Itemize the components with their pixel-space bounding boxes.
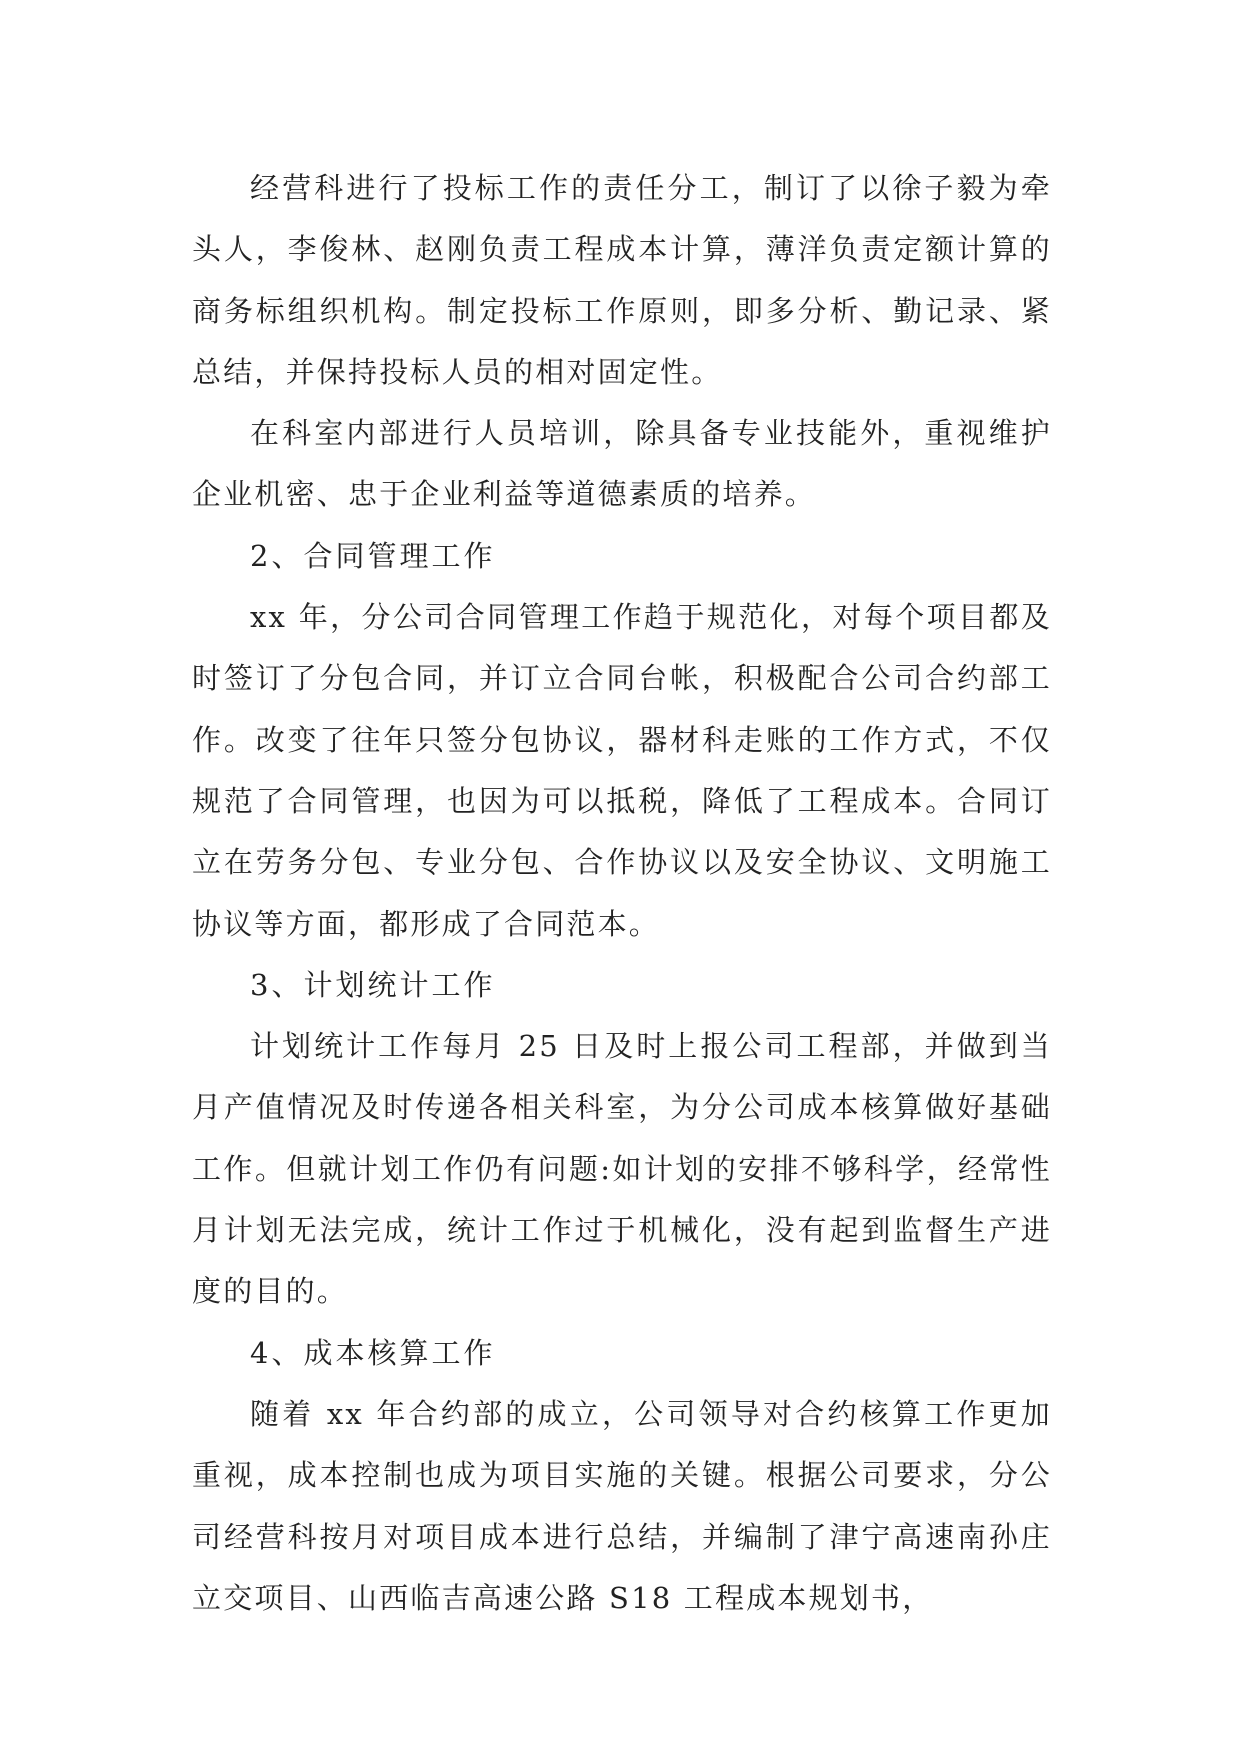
section-heading-cost-accounting: 4、成本核算工作: [250, 1335, 496, 1370]
paragraph-staff-training: 在科室内部进行人员培训，除具备专业技能外，重视维护企业机密、忠于企业利益等道德素质的培养。: [192, 416, 1052, 512]
paragraph-bidding-division: 经营科进行了投标工作的责任分工，制订了以徐子毅为牵头人，李俊林、赵刚负责工程成本计算，薄洋负责定额计算的商务标组织机构。制定投标工作原则，即多分析、勤记录、紧总结，并保持投标人员的相对固定性。: [192, 171, 1052, 389]
paragraph-contract-management: xx 年，分公司合同管理工作趋于规范化，对每个项目都及时签订了分包合同，并订立合同台帐，积极配合公司合约部工作。改变了往年只签分包协议，器材科走账的工作方式，不仅规范了合同管理，也因为可以抵税，降低了工程成本。合同订立在劳务分包、专业分包、合作协议以及安全协议、文明施工协议等方面，都形成了合同范本。: [192, 600, 1052, 941]
section-heading-contract-management: 2、合同管理工作: [250, 538, 496, 573]
paragraph-cost-accounting: 随着 xx 年合约部的成立，公司领导对合约核算工作更加重视，成本控制也成为项目实施的关键。根据公司要求，分公司经营科按月对项目成本进行总结，并编制了津宁高速南孙庄立交项目、山西临吉高速公路 S18 工程成本规划书，: [192, 1396, 1052, 1615]
document-body: [192, 158, 1052, 1629]
section-heading-planning-statistics: 3、计划统计工作: [250, 967, 496, 1002]
paragraph-planning-statistics: 计划统计工作每月 25 日及时上报公司工程部，并做到当月产值情况及时传递各相关科室，为分公司成本核算做好基础工作。但就计划工作仍有问题:如计划的安排不够科学，经常性月计划无法完成，统计工作过于机械化，没有起到监督生产进度的目的。: [192, 1029, 1052, 1309]
